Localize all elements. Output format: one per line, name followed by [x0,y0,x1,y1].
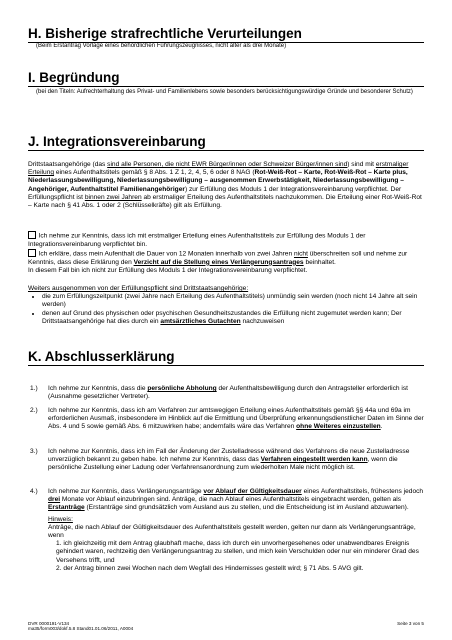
hint-text: Anträge, die nach Ablauf der Gültigkeitsdauer des Aufenthaltstitels gestellt werden, gelten nur dann als Verlängerungsanträge, wenn [48,523,416,540]
page-footer [28,621,424,635]
item-number: 1.) [30,385,38,392]
hint-block [48,516,424,573]
footer-page-number: Seite 3 von 5 [397,621,424,626]
checkbox-2-text-3: beinhaltet. [303,258,336,266]
section-i-title: I. Begründung [28,70,120,85]
item-text [48,407,424,432]
hint-sub-2: 2. der Antrag binnen zwei Wochen nach dem Wegfall des Hindernisses gestellt wird; § 71 Abs. 5 AVG gilt. [56,564,364,572]
item-4-text-2: eines Aufenthaltstitels, frühestens jedoch [301,488,424,495]
item-4-underline-1: vor Ablauf der Gültigkeitsdauer [203,488,302,495]
item-4-text-3: Monate vor Ablauf einzubringen sind. Anträge, die nach Ablauf eines Aufenthaltstitels eingebracht werden, gelten als [60,496,401,504]
checkbox-2-waiver-text: Verzicht auf die Stellung eines Verlängerungsantrages [133,258,304,266]
item-3-underline: Verfahren eingestellt werden kann [260,456,368,464]
integration-intro-paragraph [28,161,424,210]
item-3-text-1: Ich nehme zur Kenntnis, dass ich im Fall der Änderung der Zustelladresse während des Verfahrens die neue Zustelladresse unverzüglich bekannt zu geben habe. Ich nehme zur Kenntnis, dass das [48,448,410,464]
item-4-underline-3: Erstanträge [48,504,85,512]
exemptions-block [28,285,424,326]
exemption-item [42,310,424,326]
item-text [48,385,424,401]
checkbox-2-underline-1: nicht [293,250,308,258]
checkbox-row-2 [28,249,424,275]
exemption-2-text-2: nachzuweisen [240,317,285,325]
footer-form-ref: ma35/form003/dokf.5.8 Stand01.01.06/2011, A0004 [28,626,134,632]
intro-underline-2: erstmaliger Erteilung [28,161,409,177]
checkbox-row-1 [28,231,424,249]
exemptions-list [28,293,424,326]
item-number: 2.) [30,407,38,414]
footer-dvr: DVR 0000191-V134 [28,621,70,626]
section-h-title: H. Bisherige strafrechtliche Verurteilungen [28,26,302,41]
intro-text-3: eines Aufenthaltstitels gemäß § 8 Abs. 1 Z 1, 2, 4, 5, 6 oder 8 NAG ( [54,169,255,177]
item-1-text-1: Ich nehme zur Kenntnis, dass die [48,385,148,392]
item-4-underline-2: drei [48,496,61,504]
intro-text-2: ) sind mit [347,161,376,168]
footer-left [28,621,133,632]
checkbox-2-text-2: überschreiten soll und nehme zur Kenntnis, dass diese Erklärung den [28,250,408,266]
section-k-header [28,349,424,366]
exemption-item: • die zum Erfüllungszeitpunkt (zwei Jahre nach Erteilung des Aufenthaltstitels) unmündig sein werden (noch nicht 14 Jahre alt sein werden) [42,293,424,309]
item-4-text-4: (Erstanträge sind grundsätzlich vom Ausland aus zu stellen, und die Entscheidung ist im Ausland abzuwarten). [84,504,409,512]
intro-text-1: Drittstaatsangehörige (das [28,161,108,168]
exemption-2-text-1: denen auf Grund des physischen oder psychischen Gesundheitszustandes die Erfüllung nicht zugemutet werden kann; Der Drittstaatsangehörige hat dies durch ein [42,309,402,325]
section-i-subtitle: (bei den Titeln: Aufrechterhaltung des Privat- und Familienlebens sowie besonders berücksichtigungswürdige Gründe und besonderer Schutz) [36,89,413,95]
exemptions-heading: Weiters ausgenommen von der Erfüllungspflicht sind Drittstaatsangehörige: [28,285,249,292]
section-j-header [28,134,424,151]
item-number: 4.) [30,488,38,495]
hint-sub-1: 1. ich gleichzeitig mit dem Antrag glaubhaft mache, dass ich durch ein unvorhergesehenes oder unabwendbares Ereignis gehindert waren, rechtzeitig den Verlängerungsantrag zu stellen, und mich kein Verschulden oder nur ein minderer Grad des Versehens trifft, und [56,540,419,564]
item-1-underline: persönliche Abholung [147,385,217,392]
intro-text-5: ab erstmaliger Erteilung des Aufenthaltstitels nachzukommen. Die Erteilung einer Rot-Weiß-Rot – Karte nach § 41 Abs. 1 oder 2 (Schlüsselkräfte) gilt als Erfüllung. [28,193,422,210]
item-2-underline: ohne Weiteres einzustellen [296,423,381,431]
section-k-title: K. Abschlusserklärung [28,349,175,364]
item-text [48,488,424,573]
intro-text-4: ) zur Erfüllung des Moduls 1 der Integrationsvereinbarung verpflichtet. Der Erfüllungspflicht ist [28,185,402,201]
section-i-header [28,70,424,87]
checkbox-2-text-4: In diesem Fall bin ich nicht zur Erfüllung des Moduls 1 der Integrationsvereinbarung verpflichtet. [28,266,308,274]
section-j-title: J. Integrationsvereinbarung [28,134,206,149]
item-text [48,448,424,473]
checkbox-1-label: Ich nehme zur Kenntnis, dass ich mit erstmaliger Erteilung eines Aufenthaltstitels zur Erfüllung des Moduls 1 der Integrationsvereinbarung verpflichtet bin. [28,232,366,248]
checkbox-acknowledge-obligation[interactable] [28,231,36,239]
checkbox-2-text-1: Ich erkläre, dass mein Aufenthalt die Dauer von 12 Monaten innerhalb von zwei Jahren [38,250,294,258]
item-1-text-2: der Aufenthaltsbewilligung durch den Antragsteller erforderlich ist (Ausnahme gesetzlicher Vertreter). [48,385,409,401]
item-2-text-2: . [380,423,383,431]
intro-underline-3: binnen zwei Jahren [84,193,142,201]
intro-bold-titles: Rot-Weiß-Rot – Karte, Rot-Weiß-Rot – Karte plus, Niederlassungsbewilligung, Niederlassungsbewilligung – ausgenommen Erwerbstätigkeit, Niederlassungsbewilligung – Angehöriger, Aufenthaltstitel Familienangehöriger [28,169,408,193]
item-2-text-1: Ich nehme zur Kenntnis, dass ich am Verfahren zur amtswegigen Erteilung eines Aufenthaltstitels gemäß §§ 44a und 69a im erforderlichen Ausmaß, insbesondere im Hinblick auf die Ermittlung und Überprüfung erkennungsdienstlicher Daten im Sinne der Abs. 4 und 5 sowie gemäß Abs. 6 mitzuwirken habe; andernfalls wäre das Verfahren [48,407,424,431]
exemption-2-underline: amtsärztliches Gutachten [160,317,241,325]
hint-label: Hinweis: [48,515,73,523]
intro-underline-1: sind alle Personen, die nicht EWR Bürger/innen oder Schweizer Bürger/innen sind [107,161,348,168]
section-h-header [28,26,424,43]
item-number: 3.) [30,448,38,455]
item-3-text-2: , wenn die persönliche Zustellung einer Ladung oder Verfahrensanordnung zum wiederholten Male nicht möglich ist. [48,456,398,472]
section-h-subtitle: (Beim Erstantrag Vorlage eines behördlichen Führungszeugnisses, nicht älter als drei Monate) [36,43,287,49]
item-4-text-1: Ich nehme zur Kenntnis, dass Verlängerungsanträge [48,488,204,495]
checkbox-waiver-declaration[interactable] [28,249,36,257]
